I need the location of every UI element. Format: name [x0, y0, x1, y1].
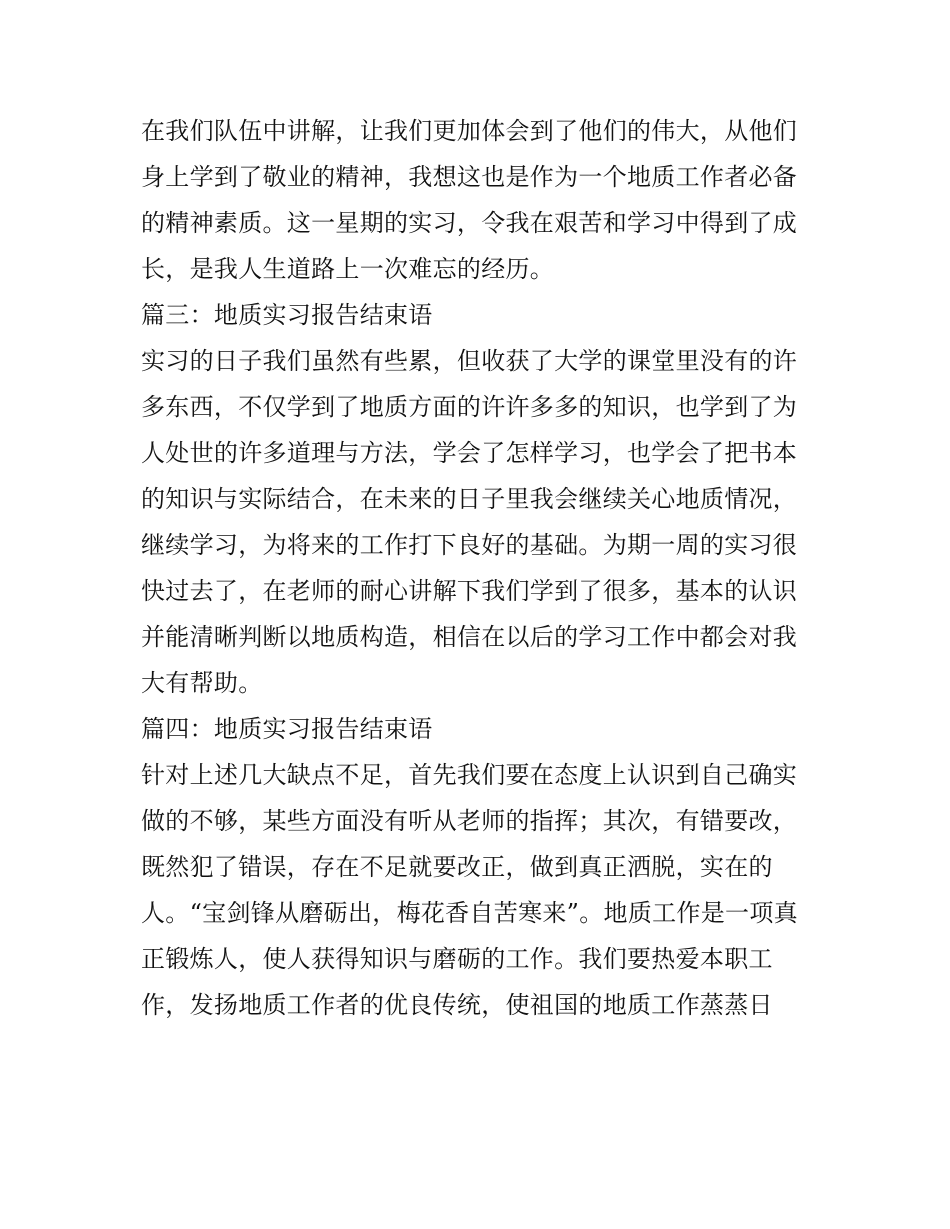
document-body [141, 108, 811, 1028]
paragraph-line: 实习的日子我们虽然有些累，但收获了大学的课堂里没有的许 [141, 347, 798, 375]
section-heading-part3: 篇三：地质实习报告结束语 [141, 301, 433, 329]
paragraph-line: 身上学到了敬业的精神，我想这也是作为一个地质工作者必备 [141, 163, 798, 191]
paragraph-line: 既然犯了错误，存在不足就要改正，做到真正洒脱，实在的 [141, 853, 773, 881]
paragraph-line: 的知识与实际结合，在未来的日子里我会继续关心地质情况， [141, 485, 798, 513]
paragraph-line: 人处世的许多道理与方法，学会了怎样学习，也学会了把书本 [141, 439, 798, 467]
section-heading-part4: 篇四：地质实习报告结束语 [141, 715, 433, 743]
paragraph-line: 正锻炼人，使人获得知识与磨砺的工作。我们要热爱本职工 [141, 945, 773, 973]
paragraph-line: 大有帮助。 [141, 669, 263, 697]
paragraph-line: 在我们队伍中讲解，让我们更加体会到了他们的伟大，从他们 [141, 117, 798, 145]
paragraph-line: 并能清晰判断以地质构造，相信在以后的学习工作中都会对我 [141, 623, 798, 651]
paragraph-line: 人。“宝剑锋从磨砺出，梅花香自苦寒来”。地质工作是一项真 [141, 899, 798, 927]
paragraph-line: 快过去了，在老师的耐心讲解下我们学到了很多，基本的认识 [141, 577, 798, 605]
paragraph-line: 长，是我人生道路上一次难忘的经历。 [141, 255, 555, 283]
paragraph-line: 多东西，不仅学到了地质方面的许许多多的知识，也学到了为 [141, 393, 798, 421]
paragraph-line: 作，发扬地质工作者的优良传统，使祖国的地质工作蒸蒸日 [141, 991, 773, 1019]
paragraph-line: 继续学习，为将来的工作打下良好的基础。为期一周的实习很 [141, 531, 798, 559]
paragraph-line: 的精神素质。这一星期的实习，令我在艰苦和学习中得到了成 [141, 209, 798, 237]
paragraph-line: 针对上述几大缺点不足，首先我们要在态度上认识到自己确实 [141, 761, 798, 789]
paragraph-line: 做的不够，某些方面没有听从老师的指挥；其次，有错要改， [141, 807, 798, 835]
